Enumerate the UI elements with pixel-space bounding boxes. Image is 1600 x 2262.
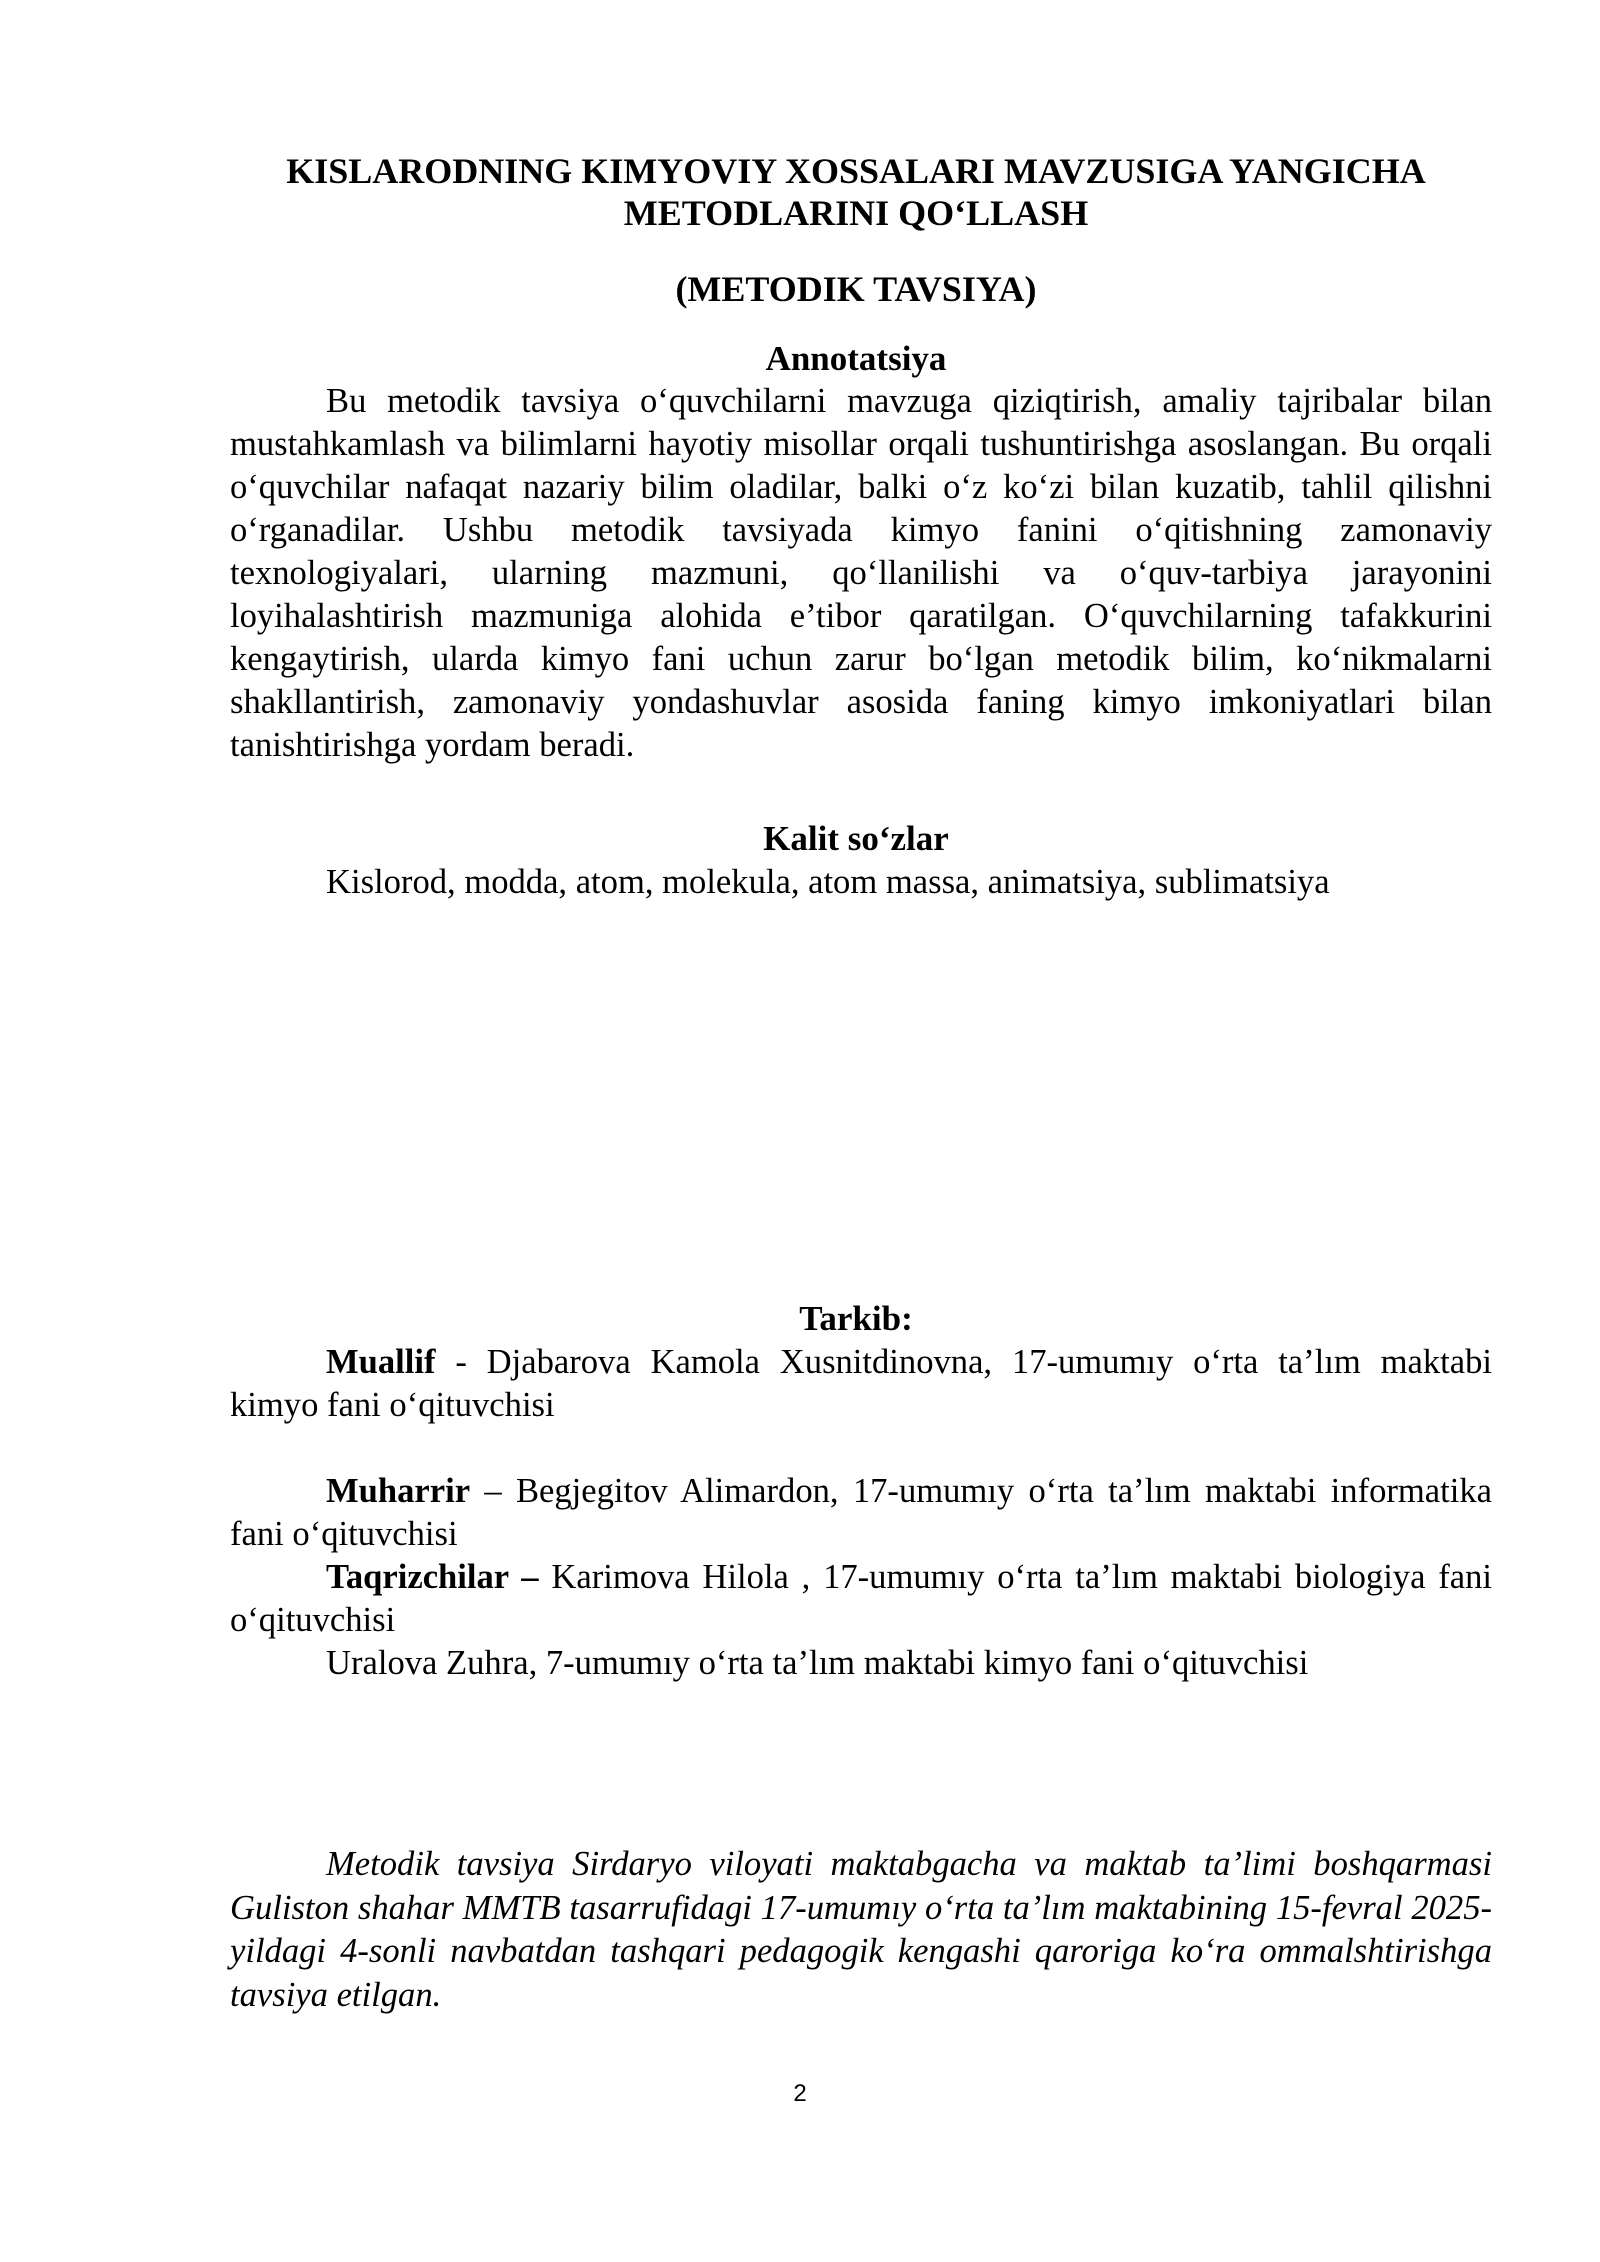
editor-text: – Begjegitov Alimardon, 17-umumıy o‘rta ta’lım maktabi informatika fani o‘qituvchisi	[230, 1472, 1492, 1553]
title-line-2: METODLARINI QO‘LLASH	[623, 193, 1089, 233]
keywords-text: Kislorod, modda, atom, molekula, atom massa, animatsiya, sublimatsiya	[326, 863, 1330, 901]
reviewers-entry	[230, 1556, 1492, 1642]
author-text: - Djabarova Kamola Xusnitdinovna, 17-umumıy o‘rta ta’lım maktabi kimyo fani o‘qituvchisi	[230, 1343, 1492, 1424]
annotation-heading: Annotatsiya	[765, 339, 947, 378]
page-number: 2	[793, 2080, 807, 2107]
author-entry	[230, 1341, 1492, 1427]
reviewer-1-text: Karimova Hilola , 17-umumıy o‘rta ta’lım maktabi biologiya fani o‘qituvchisi	[230, 1558, 1492, 1639]
composition-heading: Tarkib:	[799, 1299, 913, 1338]
author-label: Muallif	[326, 1343, 436, 1381]
editor-label: Muharrir	[326, 1472, 471, 1510]
approval-note: Metodik tavsiya Sirdaryo viloyati maktabgacha va maktab ta’limi boshqarmasi Guliston shahar MMTB tasarrufidagi 17-umumıy o‘rta ta’lım maktabining 15-fevral 2025-yildagi 4-sonli navbatdan tashqari pedagogik kengashi qaroriga ko‘ra ommalshtirishga tavsiya etilgan.	[230, 1845, 1492, 2014]
editor-entry	[230, 1470, 1492, 1556]
keywords-heading: Kalit so‘zlar	[763, 819, 949, 858]
document-subtitle: (METODIK TAVSIYA)	[675, 269, 1037, 309]
title-line-1: KISLARODNING KIMYOVIY XOSSALARI MAVZUSIGA YANGICHA	[286, 151, 1426, 191]
reviewers-label: Taqrizchilar –	[326, 1558, 539, 1596]
document-title	[230, 150, 1482, 234]
annotation-text: Bu metodik tavsiya o‘quvchilarni mavzuga qiziqtirish, amaliy tajribalar bilan mustahkamlash va bilimlarni hayotiy misollar orqali tushuntirishga asoslangan. Bu orqali o‘quvchilar nafaqat nazariy bilim oladilar, balki o‘z ko‘zi bilan kuzatib, tahlil qilishni o‘rganadilar. Ushbu metodik tavsiyada kimyo fanini o‘qitishning zamonaviy texnologiyalari, ularning mazmuni, qo‘llanilishi va o‘quv-tarbiya jarayonini loyihalashtirish mazmuniga alohida e’tibor qaratilgan. O‘quvchilarning tafakkurini kengaytirish, ularda kimyo fani uchun zarur bo‘lgan metodik bilim, ko‘nikmalarni shakllantirish, zamonaviy yondashuvlar asosida faning kimyo imkoniyatlari bilan tanishtirishga yordam beradi.	[230, 382, 1492, 764]
reviewer-2-text: Uralova Zuhra, 7-umumıy o‘rta ta’lım maktabi kimyo fani o‘qituvchisi	[326, 1644, 1309, 1682]
